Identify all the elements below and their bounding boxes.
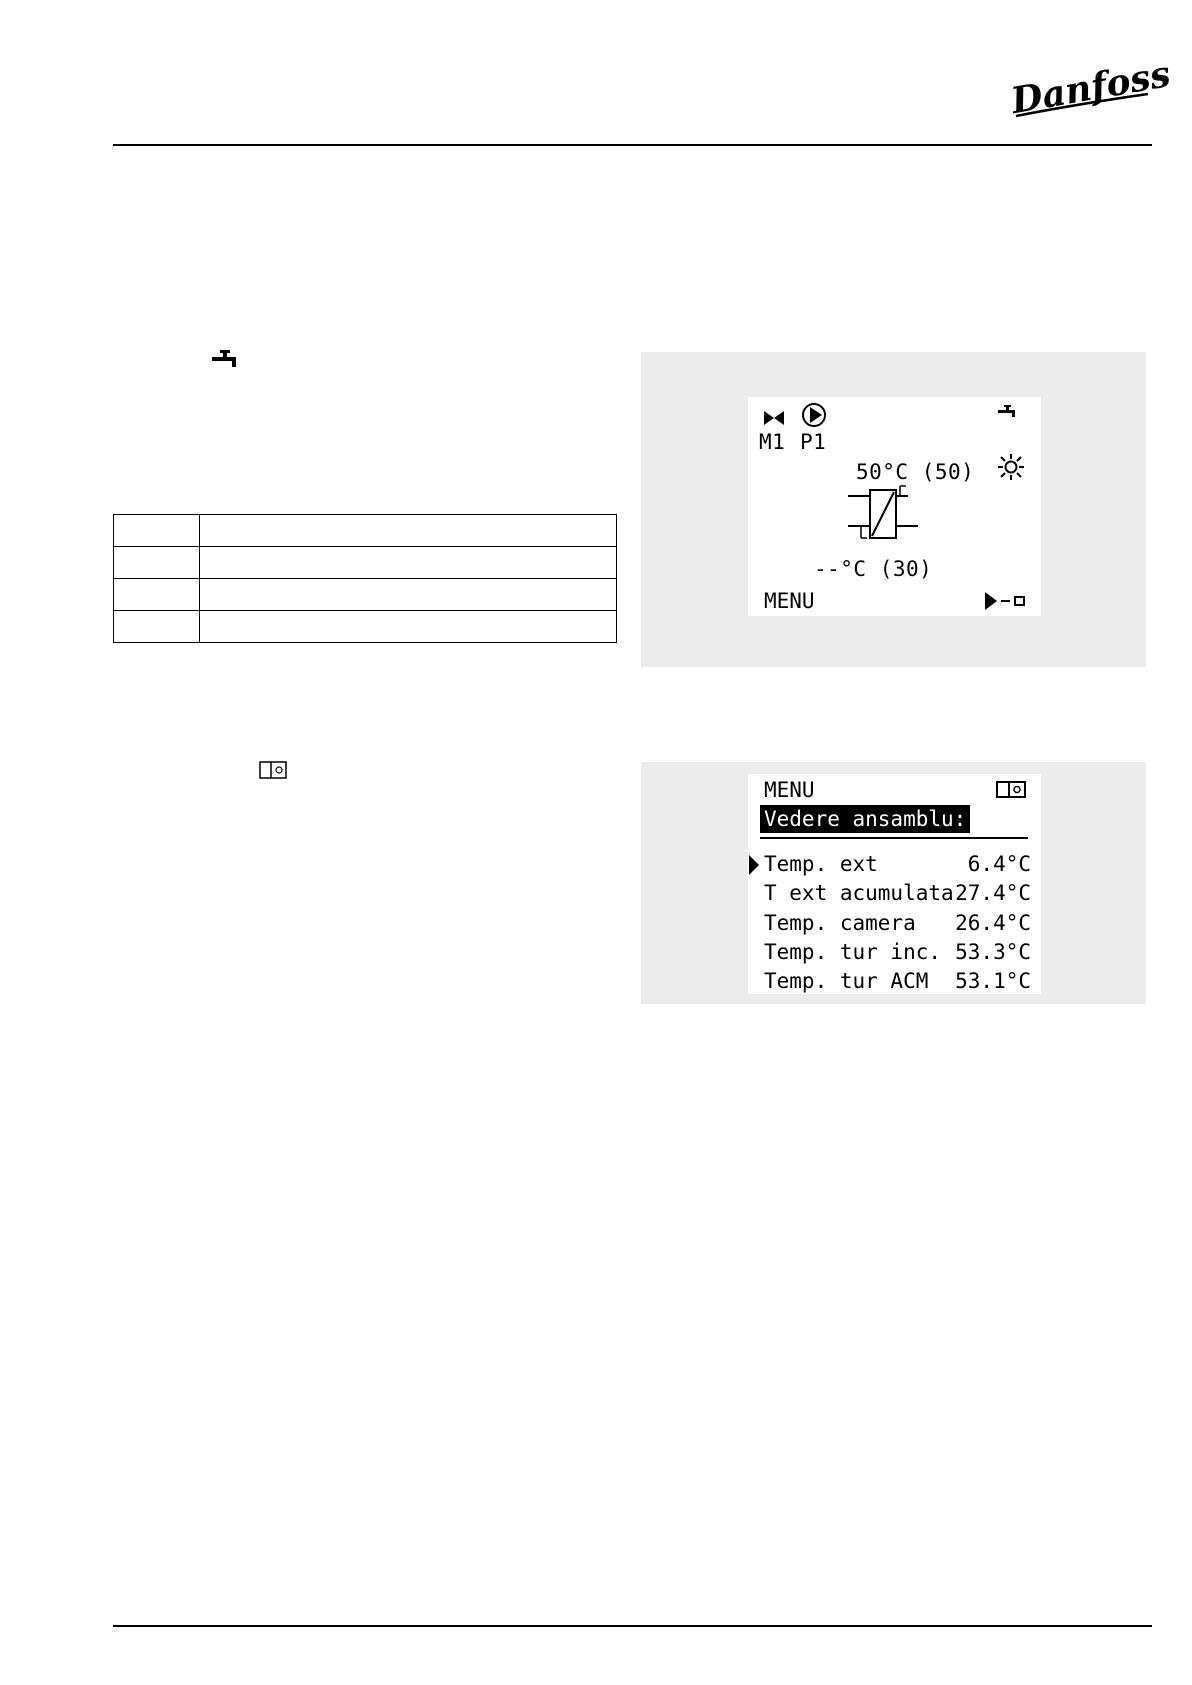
item-label: Temp. camera (764, 911, 916, 935)
svg-text:Danfoss: Danfoss (1007, 52, 1174, 123)
dual-panel-icon (996, 781, 1026, 799)
valve-label: M1 (759, 430, 786, 454)
lcd-screen-menu (748, 774, 1041, 994)
item-value: 6.4°C (967, 852, 1031, 876)
table-row (114, 515, 617, 547)
return-temp: --°C (30) (814, 557, 933, 581)
table-cell (114, 579, 200, 611)
table-cell (200, 547, 617, 579)
tap-icon (212, 350, 240, 368)
table-cell (114, 515, 200, 547)
list-item[interactable] (748, 911, 1041, 939)
item-label: Temp. ext (764, 852, 878, 876)
arrow-right-icon[interactable] (984, 591, 998, 611)
table-row (114, 611, 617, 643)
screen1-panel (641, 352, 1146, 667)
pump-icon (801, 402, 827, 428)
valve-icon (762, 409, 786, 427)
table-cell (114, 611, 200, 643)
table-cell (114, 547, 200, 579)
pump-label: P1 (800, 430, 827, 454)
item-label: Temp. tur inc. (764, 940, 942, 964)
menu-label[interactable]: MENU (764, 778, 815, 802)
menu-label[interactable]: MENU (764, 589, 815, 613)
key-icon (1001, 595, 1027, 607)
list-item[interactable] (748, 969, 1041, 997)
lcd-screen-overview (748, 397, 1041, 616)
table-cell (200, 611, 617, 643)
table-cell (200, 515, 617, 547)
dual-panel-icon (259, 761, 287, 779)
title-underline (760, 837, 1028, 839)
item-value: 27.4°C (955, 881, 1031, 905)
item-value: 26.4°C (955, 911, 1031, 935)
tap-icon (998, 405, 1018, 419)
parameter-table (113, 514, 617, 643)
flow-temp: 50°C (50) (856, 460, 975, 484)
table-cell (200, 579, 617, 611)
header-divider (113, 144, 1152, 146)
heat-exchanger-icon (848, 484, 920, 544)
item-label: Temp. tur ACM (764, 969, 929, 993)
list-item[interactable] (748, 940, 1041, 968)
item-label: T ext acumulata (764, 881, 954, 905)
list-item[interactable] (748, 852, 1041, 880)
table-row (114, 579, 617, 611)
menu-title: Vedere ansamblu: (760, 805, 970, 833)
list-item[interactable] (748, 881, 1041, 909)
danfoss-logo (1007, 52, 1174, 124)
item-value: 53.1°C (955, 969, 1031, 993)
item-value: 53.3°C (955, 940, 1031, 964)
screen2-panel (641, 762, 1146, 1004)
sun-icon (998, 454, 1024, 480)
table-row (114, 547, 617, 579)
footer-divider (113, 1625, 1152, 1627)
